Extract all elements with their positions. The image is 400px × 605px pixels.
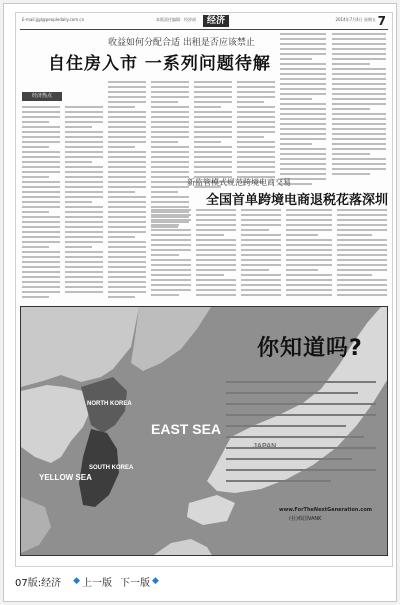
ad-title: 你知道吗? (257, 336, 363, 361)
article2-headline[interactable]: 全国首单跨境电商退税花落深圳 (206, 193, 389, 208)
article1-column-2 (65, 106, 103, 296)
page-frame (3, 3, 397, 602)
article1-column-1 (22, 106, 60, 301)
current-page-label: 07版:经济 (15, 577, 62, 589)
north-korea-label: NORTH KOREA (87, 401, 132, 407)
article2-column-3 (241, 209, 281, 299)
header-email: E-mail:jjgl@peopledaily.com.cn (22, 17, 85, 22)
diamond-arrow-icon: ◆ (73, 576, 81, 586)
header-date: 2014年7月4日 星期五 (335, 17, 376, 22)
prev-page-link[interactable] (73, 574, 112, 589)
next-page-link[interactable] (120, 574, 161, 589)
article2-column-4 (286, 209, 332, 299)
article1-column-6 (237, 81, 275, 186)
article1-column-7 (280, 33, 326, 188)
article2-subhead: 新监管模式规范跨境电商交易 (187, 178, 291, 187)
article1-kicker: 收益如何分配合适 出租是否应该禁止 (108, 38, 255, 48)
article1-column-5 (194, 81, 232, 191)
section-badge: 经济 (203, 15, 229, 27)
newspaper-page[interactable] (15, 12, 393, 567)
article1-headline[interactable]: 自住房入市 一系列问题待解 (48, 54, 271, 74)
article1-column-8 (332, 33, 386, 178)
ad-website[interactable]: www.ForTheNextGeneration.com (279, 507, 372, 513)
ad-body-text (226, 381, 376, 491)
header-rule (20, 29, 388, 30)
article2-column-1 (151, 209, 191, 299)
article1-column-3 (108, 81, 146, 301)
article1-tag: 经济热点 (22, 92, 62, 101)
header-editor: 本版责任编辑：经济部 (156, 17, 196, 22)
page-number: 7 (377, 14, 386, 28)
south-korea-label: SOUTH KOREA (89, 465, 134, 471)
page-navigation (15, 573, 169, 589)
diamond-arrow-icon: ◆ (152, 576, 159, 586)
public-service-ad[interactable] (20, 306, 388, 556)
east-sea-label: EAST SEA (151, 421, 222, 437)
next-page-label: 下一版 (120, 577, 151, 589)
yellow-sea-label: YELLOW SEA (39, 473, 92, 482)
ad-organization: (社)韩国VANK (289, 516, 322, 522)
article2-column-5 (337, 209, 387, 299)
prev-page-label: 上一版 (82, 577, 113, 589)
article2-column-2 (196, 209, 236, 299)
